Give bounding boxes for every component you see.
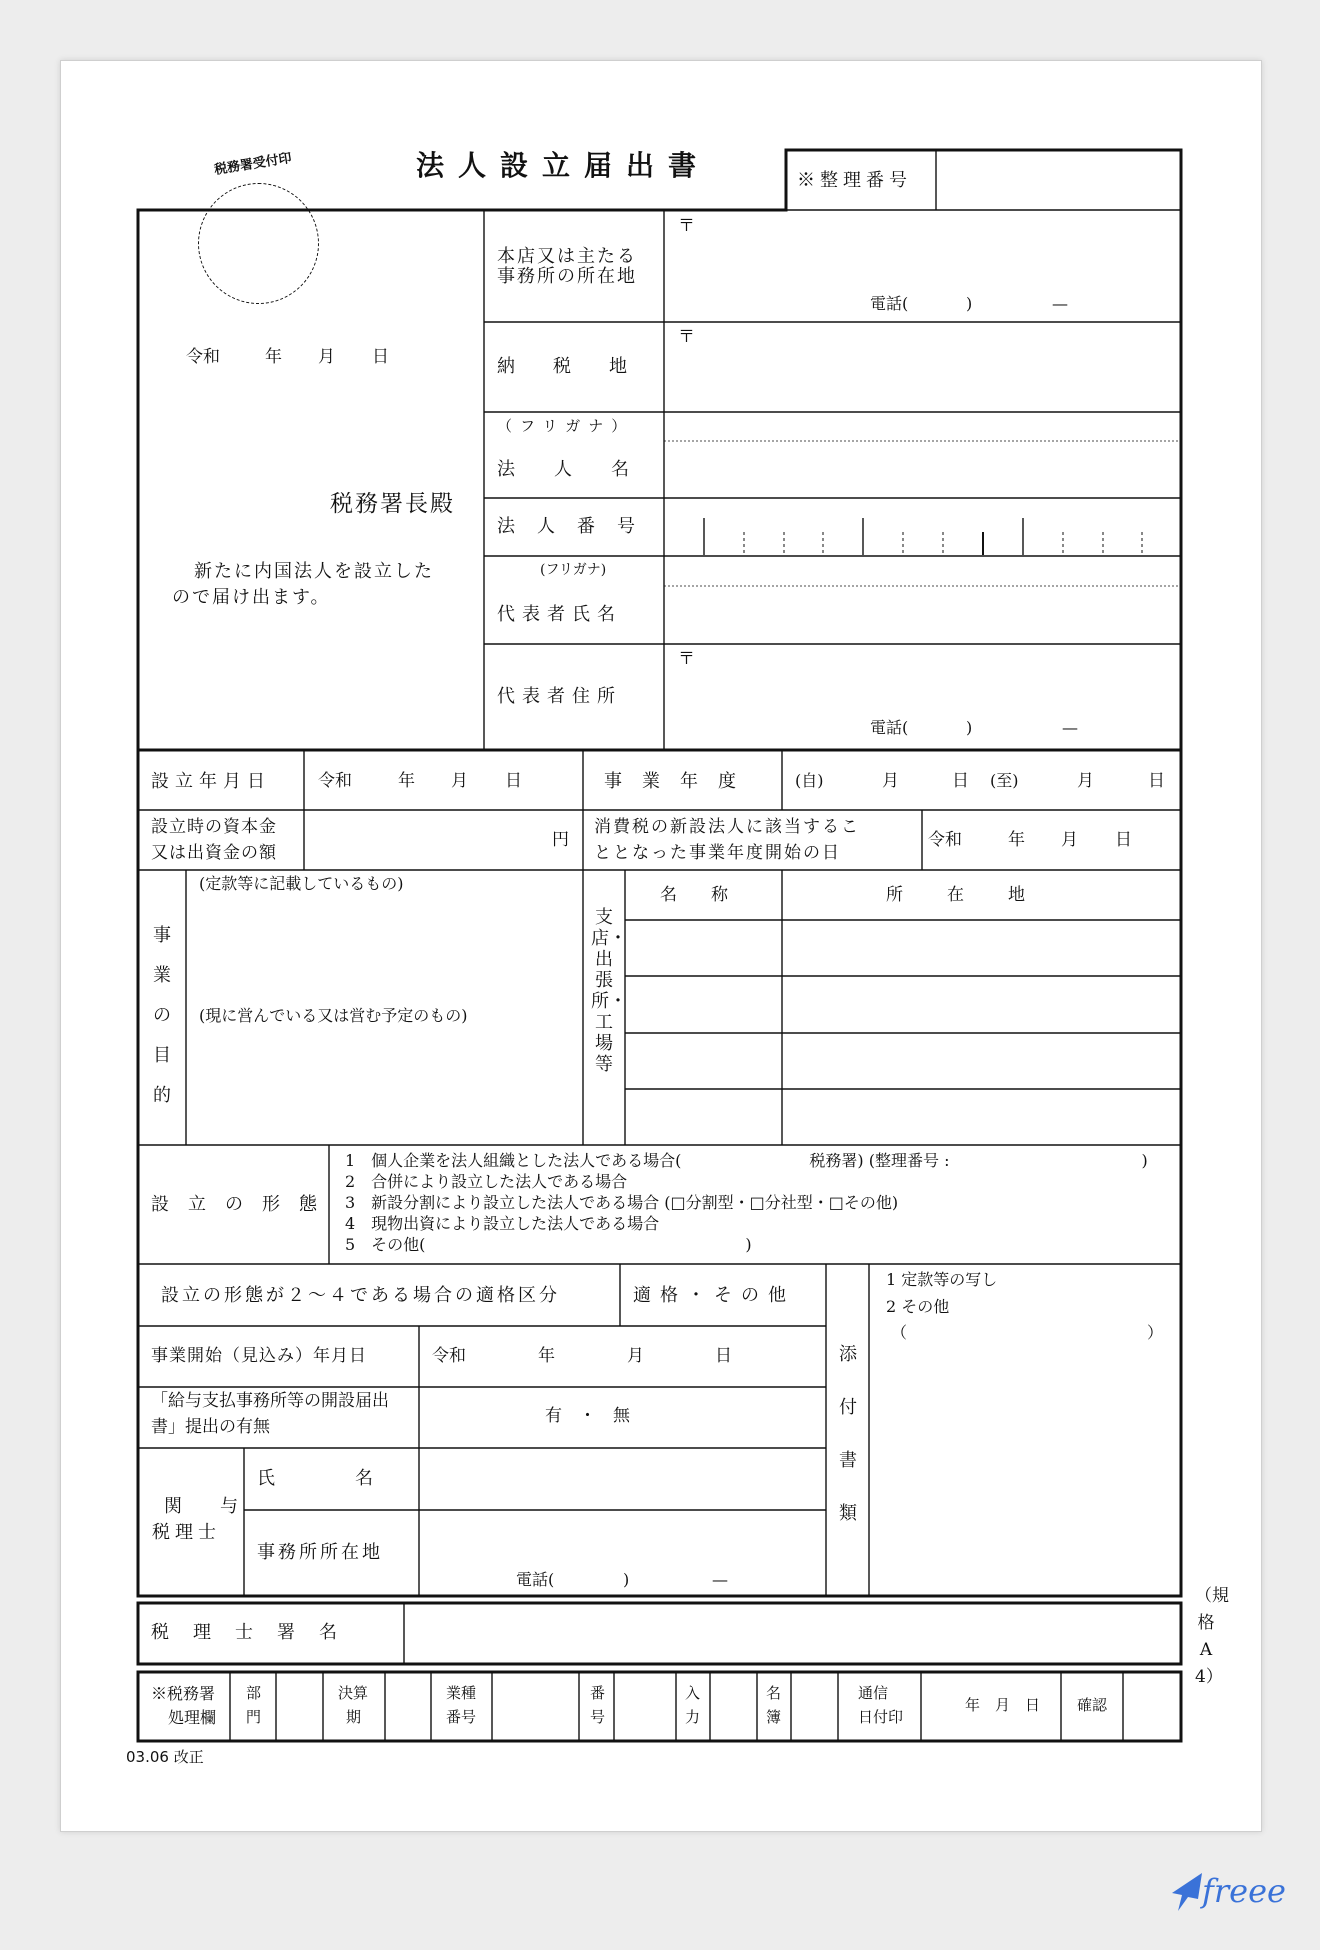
setsuritsu-day: 日: [505, 771, 522, 791]
honten-label-1: 本店又は主たる: [497, 246, 637, 267]
shohizei-date-field[interactable]: [924, 813, 1179, 867]
daihyo-jusho-label: 代表者住所: [497, 686, 622, 707]
office-col-kessan-2: 期: [346, 1708, 362, 1726]
zeirishi-shomei-label: 税理士署名: [151, 1622, 361, 1643]
shohizei-label-2: ととなった事業年度開始の日: [594, 843, 841, 863]
jigyo-nendo-label: 事業年度: [604, 771, 756, 792]
header-date-era: 令和: [186, 347, 220, 367]
zeirishi-jimusho-field[interactable]: [421, 1512, 824, 1564]
from-day: 日: [952, 771, 969, 791]
keitai-label: 設立の形態: [151, 1194, 336, 1215]
phone-close-zeirishi: ): [623, 1570, 630, 1589]
honten-address-field[interactable]: [680, 236, 1170, 288]
phone-dash-honten: —: [1052, 294, 1068, 313]
office-col-tsushin-2: 日付印: [858, 1708, 904, 1726]
hojin-furigana-field[interactable]: [666, 414, 1178, 440]
revision-note: 03.06 改正: [126, 1748, 204, 1766]
hojin-mei-label: 法人名: [497, 459, 668, 480]
genni-note: (現に営んでいる又は営む予定のもの): [199, 1006, 468, 1025]
yen-label: 円: [552, 830, 569, 850]
shohizei-label-1: 消費税の新設法人に該当するこ: [594, 817, 860, 837]
to-day: 日: [1148, 771, 1165, 791]
keitai-item-2: 2 合併により設立した法人である場合: [345, 1172, 628, 1191]
keitai-item-1: 1 個人企業を法人組織とした法人である場合( 税務署) (整理番号 : ): [345, 1151, 1148, 1170]
office-col-nyuryoku-1: 入: [685, 1684, 701, 1702]
nozeichi-label: 納税地: [497, 356, 665, 377]
seiri-bango-field[interactable]: [938, 152, 1178, 208]
hojin-mei-field[interactable]: [666, 443, 1178, 495]
header-date-month: 月: [318, 347, 335, 367]
kanyo-zeirishi-2: 税理士: [152, 1522, 221, 1543]
umu-choice[interactable]: 有 ・ 無: [545, 1406, 630, 1426]
tax-office-addressee: 税務署長殿: [330, 491, 455, 517]
office-section-2: 処理欄: [168, 1708, 217, 1727]
shohizei-day: 日: [1115, 830, 1132, 850]
form-title: 法人設立届出書: [416, 149, 711, 182]
tempu-shorui-label: 添付書類: [839, 1344, 857, 1524]
shiten-label: 支店・出張所・工場等: [591, 907, 627, 1075]
office-section-1: ※税務署: [151, 1684, 216, 1703]
setsuritsu-year: 年: [398, 771, 415, 791]
jimusho-shozaichi-label: 事務所所在地: [257, 1542, 383, 1563]
nozeichi-field[interactable]: [680, 344, 1170, 404]
stamp-label: 税務署受付印: [213, 150, 293, 179]
shozaichi-header: 所在地: [886, 885, 1069, 905]
postal-mark-daihyo: 〒: [678, 649, 695, 669]
phone-label-daihyo: 電話(: [870, 718, 909, 737]
zeirishi-shomei-field[interactable]: [406, 1606, 1178, 1662]
genni-mokuteki-field[interactable]: [195, 1030, 577, 1140]
setsuritsu-ymd-label: 設立年月日: [151, 771, 271, 792]
kyuyo-label-1: 「給与支払事務所等の開設届出: [151, 1391, 389, 1411]
phone-dash-zeirishi: —: [712, 1570, 728, 1589]
intro-line-1: 新たに内国法人を設立した: [194, 561, 434, 582]
intro-line-2: ので届け出ます。: [172, 587, 331, 608]
shimei-label: 氏名: [257, 1468, 453, 1489]
kyuyo-label-2: 書」提出の有無: [151, 1417, 270, 1437]
phone-close-honten: ): [966, 294, 973, 313]
freee-logo-text: freee: [1202, 1872, 1286, 1910]
setsuritsu-era: 令和: [318, 771, 352, 791]
kanyo-zeirishi-1: 関 与: [164, 1496, 248, 1517]
kakunin-label: 確認: [1077, 1696, 1108, 1714]
daihyo-jusho-field[interactable]: [680, 668, 1170, 716]
phone-dash-daihyo: —: [1062, 718, 1078, 737]
office-date: 年 月 日: [965, 1696, 1041, 1714]
furigana-label-1: （フリガナ）: [497, 417, 635, 435]
shohizei-year: 年: [1008, 830, 1025, 850]
office-col-kessan-1: 決算: [338, 1684, 369, 1702]
office-col-gyoshu-1: 業種: [446, 1684, 477, 1702]
jigyo-mokuteki-label: 事業の目的: [153, 925, 171, 1106]
postal-mark-honten: 〒: [678, 216, 695, 236]
honten-label-2: 事務所の所在地: [497, 266, 637, 287]
capital-amount-field[interactable]: [306, 813, 546, 867]
tekikaku-label: 設立の形態が２～４である場合の適格区分: [161, 1285, 560, 1306]
keitai-item-3: 3 新設分割により設立した法人である場合 (□分割型・□分社型・□その他): [345, 1193, 899, 1212]
from-month: 月: [882, 771, 899, 791]
office-col-nyuryoku-2: 力: [685, 1708, 701, 1726]
office-col-tsushin-1: 通信: [858, 1684, 889, 1702]
meisho-header: 名称: [660, 885, 762, 905]
keitai-item-4: 4 現物出資により設立した法人である場合: [345, 1214, 660, 1233]
shohizei-month: 月: [1061, 830, 1078, 850]
jigyo-kaishi-label: 事業開始（見込み）年月日: [151, 1346, 367, 1366]
hojin-bango-label: 法人番号: [497, 516, 657, 537]
office-col-gyoshu-2: 番号: [446, 1708, 477, 1726]
jigyo-nendo-to: (至): [990, 771, 1019, 790]
kaishi-month: 月: [627, 1346, 644, 1366]
capital-label-2: 又は出資金の額: [151, 843, 277, 863]
shiten-table-body[interactable]: [627, 922, 1179, 1144]
kaishi-year: 年: [538, 1346, 555, 1366]
office-col-bango-1: 番: [590, 1684, 606, 1702]
furigana-label-2: (フリガナ): [540, 562, 607, 578]
daihyo-shimei-label: 代表者氏名: [497, 604, 622, 625]
hojin-bango-field[interactable]: [666, 500, 1178, 554]
zeirishi-shimei-field[interactable]: [421, 1450, 824, 1508]
header-date-day: 日: [372, 347, 389, 367]
jigyo-kaishi-field[interactable]: [421, 1328, 824, 1385]
freee-logo: [1168, 1867, 1288, 1917]
setsuritsu-date-field[interactable]: [306, 753, 581, 808]
header-date-year: 年: [265, 347, 282, 367]
jigyo-nendo-from: (自): [795, 771, 824, 790]
postal-mark-nozeichi: 〒: [678, 327, 695, 347]
tempu-item-3: （ ）: [891, 1323, 1164, 1342]
office-col-bumon-2: 門: [246, 1708, 262, 1726]
tempu-item-2: 2 その他: [886, 1297, 950, 1316]
daihyo-shimei-field[interactable]: [666, 588, 1178, 640]
to-month: 月: [1077, 771, 1094, 791]
phone-label-honten: 電話(: [870, 294, 909, 313]
office-col-meibo-1: 名: [766, 1684, 782, 1702]
keitai-item-5: 5 その他( ): [345, 1235, 752, 1254]
jigyo-nendo-field[interactable]: [784, 753, 1179, 808]
kaishi-era: 令和: [432, 1346, 466, 1366]
freee-bird-icon: [1168, 1869, 1204, 1913]
daihyo-furigana-field[interactable]: [666, 558, 1178, 584]
phone-close-daihyo: ): [966, 718, 973, 737]
office-col-bango-2: 号: [590, 1708, 606, 1726]
kaishi-day: 日: [715, 1346, 732, 1366]
shohizei-era: 令和: [928, 830, 962, 850]
setsuritsu-month: 月: [451, 771, 468, 791]
seiri-bango-label: ※整理番号: [797, 170, 912, 191]
tempu-item-1: 1 定款等の写し: [886, 1270, 998, 1289]
office-col-meibo-2: 簿: [766, 1708, 782, 1726]
capital-label-1: 設立時の資本金: [151, 817, 277, 837]
kikaku-a4-note: （規格A4）: [1195, 1586, 1229, 1687]
phone-label-zeirishi: 電話(: [516, 1570, 555, 1589]
teikan-note: (定款等に記載しているもの): [199, 874, 404, 893]
tekikaku-value[interactable]: 適格・その他: [633, 1285, 795, 1306]
teikan-mokuteki-field[interactable]: [195, 898, 577, 998]
office-col-bumon-1: 部: [246, 1684, 262, 1702]
